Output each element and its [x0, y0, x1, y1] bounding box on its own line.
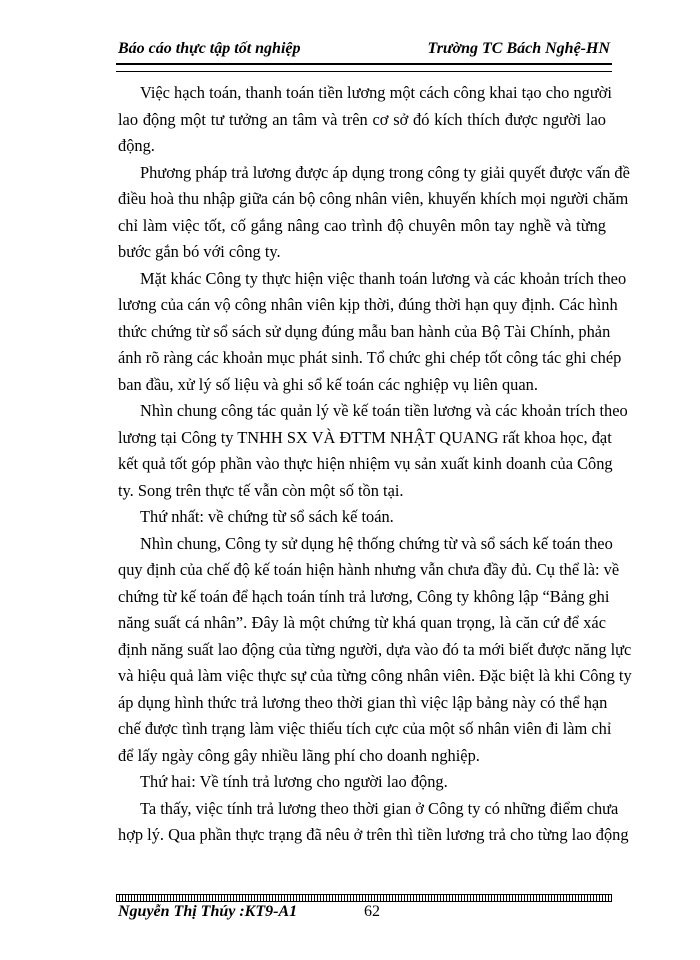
text-line: lao động một tư tưởng an tâm và trên cơ sở đó kích thích được người lao [118, 109, 606, 129]
text-line: áp dụng hình thức trả lương theo thời gian thì việc lập bảng này có thể hạn [118, 692, 608, 712]
header-rule [116, 63, 612, 72]
paragraph [118, 796, 629, 849]
text-line: kết quả tốt góp phần vào thực hiện nhiệm vụ sản xuất kinh doanh của Công [118, 454, 613, 473]
page-number: 62 [364, 903, 380, 920]
paragraph [118, 398, 628, 504]
text-line: chỉ làm việc tốt, cố gắng nâng cao trình độ chuyên môn tay nghề và từng [118, 215, 606, 235]
page-header [118, 40, 610, 62]
text-line: bước gắn bó với công ty. [118, 242, 281, 261]
text-line: chứng từ kế toán để hạch toán tính trả lương, Công ty không lập “Bảng ghi [118, 586, 610, 606]
report-title: Báo cáo thực tập tốt nghiệp [118, 40, 301, 57]
paragraph [118, 531, 632, 770]
text-line: định năng suất lao động của từng người, dựa vào đó ta mới biết được năng lực [118, 639, 632, 659]
author-name: Nguyễn Thị Thúy :KT9-A1 [118, 903, 298, 920]
text-line: Mặt khác Công ty thực hiện việc thanh toán lương và các khoản trích theo [140, 268, 627, 288]
text-line: Thứ hai: Về tính trả lương cho người lao động. [140, 772, 448, 791]
paragraph [118, 80, 612, 160]
text-line: để lấy ngày công gây nhiều lãng phí cho doanh nghiệp. [118, 745, 480, 765]
text-line: chế được tình trạng làm việc thiếu tích cực của một số nhân viên đi làm chỉ [118, 719, 612, 738]
paragraph [118, 504, 606, 531]
school-name: Trường TC Bách Nghệ-HN [427, 40, 610, 57]
text-line: điều hoà thu nhập giữa cán bộ công nhân viên, khuyến khích mọi người chăm [118, 189, 629, 208]
text-line: ty. Song trên thực tế vẫn còn một số tồn tại. [118, 480, 404, 500]
paragraph [118, 160, 630, 266]
text-line: năng suất cá nhân”. Đây là một chứng từ khá quan trọng, là căn cứ để xác [118, 613, 606, 632]
footer-rule [116, 894, 612, 902]
text-line: động. [118, 136, 155, 155]
paragraph [118, 769, 606, 796]
text-line: Nhìn chung công tác quản lý về kế toán tiền lương và các khoản trích theo [140, 401, 628, 420]
body-text [118, 80, 632, 849]
page-footer [118, 903, 610, 925]
text-line: Nhìn chung, Công ty sử dụng hệ thống chứng từ và sổ sách kế toán theo [140, 533, 613, 553]
text-line: Ta thấy, việc tính trả lương theo thời gian ở Công ty có những điểm chưa [140, 798, 619, 818]
text-line: ánh rõ ràng các khoản mục phát sinh. Tổ chức ghi chép tốt công tác ghi chép [118, 348, 622, 367]
text-line: Phương pháp trả lương được áp dụng trong công ty giải quyết được vấn đề [140, 162, 630, 182]
text-line: Thứ nhất: về chứng từ sổ sách kế toán. [140, 507, 394, 526]
text-line: lương tại Công ty TNHH SX VÀ ĐTTM NHẬT QUANG rất khoa học, đạt [118, 427, 612, 447]
text-line: thức chứng từ sổ sách sử dụng đúng mẫu ban hành của Bộ Tài Chính, phản [118, 321, 611, 341]
text-line: quy định của chế độ kế toán hiện hành nhưng vẫn chưa đầy đủ. Cụ thể là: về [118, 560, 620, 579]
paragraph [118, 266, 627, 399]
text-line: và hiệu quả làm việc thực sự của từng công nhân viên. Đặc biệt là khi Công ty [118, 666, 632, 685]
text-line: hợp lý. Qua phần thực trạng đã nêu ở trên thì tiền lương trả cho từng lao động [118, 825, 629, 844]
text-line: lương của cán vộ công nhân viên kịp thời, đúng thời hạn quy định. Các hình [118, 295, 618, 314]
text-line: ban đầu, xử lý số liệu và ghi sổ kế toán các nghiệp vụ liên quan. [118, 374, 538, 394]
text-line: Việc hạch toán, thanh toán tiền lương một cách công khai tạo cho người [140, 83, 612, 102]
